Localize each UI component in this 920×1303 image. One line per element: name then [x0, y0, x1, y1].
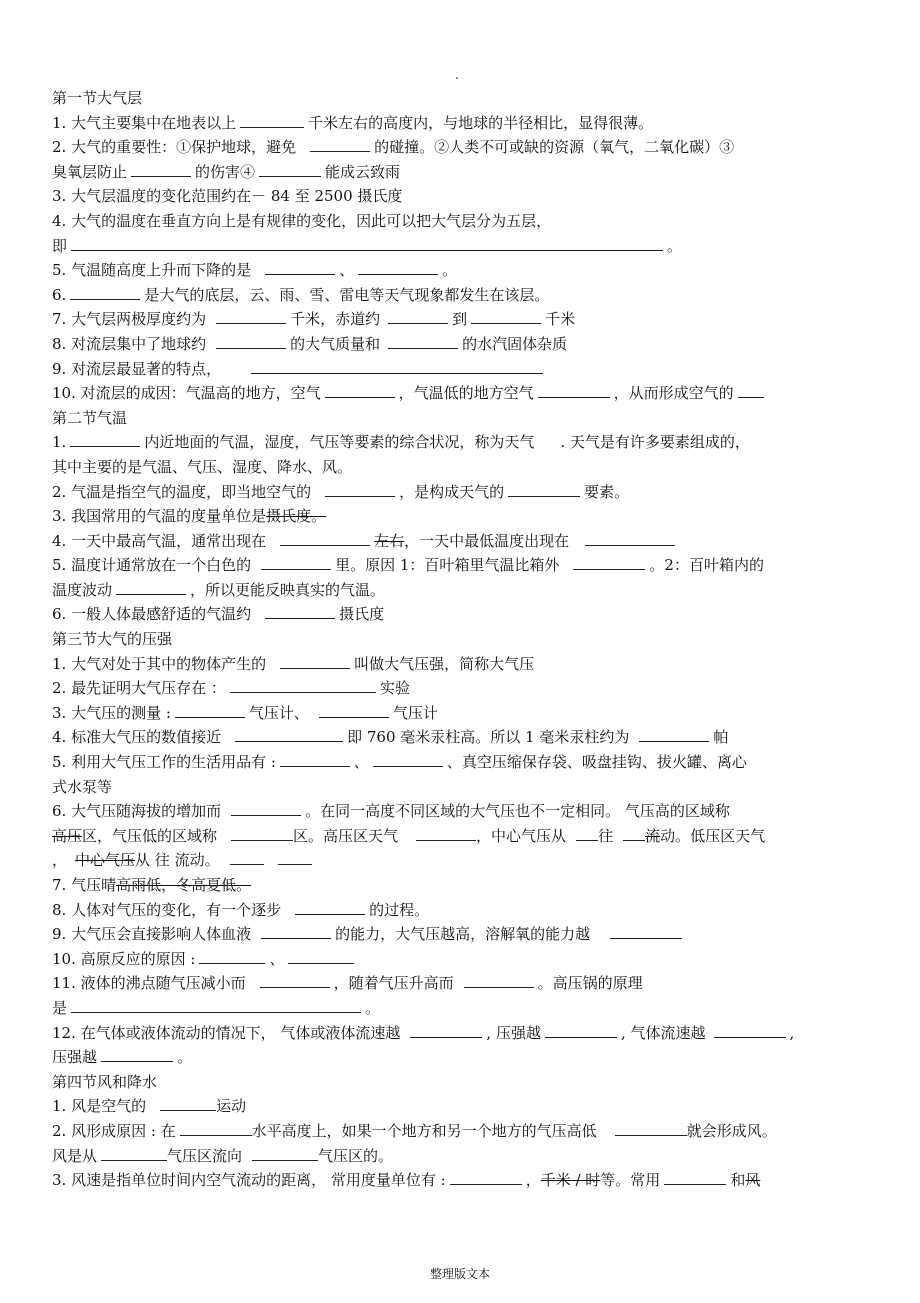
answer-blank[interactable] [714, 1023, 786, 1038]
answer-blank[interactable] [388, 309, 448, 324]
section-title-temperature: 第二节气温 [52, 408, 128, 427]
answer-blank[interactable] [471, 309, 541, 324]
answer-blank[interactable] [131, 162, 191, 177]
s1-q3: 3. 大气层温度的变化范围约在－ 84 至 2500 摄氏度 [52, 187, 403, 206]
s3-q1: 1. 大气对处于其中的物体产生的 叫做大气压强，简称大气压 [52, 654, 535, 673]
answer-blank[interactable] [240, 113, 304, 128]
s4-q2-cont: 风是从 气压区流向 气压区的。 [52, 1146, 394, 1165]
section-title-wind-precipitation: 第四节风和降水 [52, 1072, 158, 1091]
answer-blank[interactable] [585, 531, 675, 546]
s3-q8: 8. 人体对气压的变化，有一个逐步 的过程。 [52, 900, 430, 919]
answer-blank[interactable] [450, 1170, 522, 1185]
answer-blank[interactable] [278, 850, 312, 865]
answer-blank[interactable] [295, 900, 365, 915]
answer-blank[interactable] [358, 260, 438, 275]
answer-blank[interactable] [388, 334, 458, 349]
s3-q12: 12. 在气体或液体流动的情况下， 气体或液体流速越 , 压强越 , 气体流速越 , [52, 1023, 795, 1042]
answer-blank[interactable] [610, 924, 682, 939]
answer-blank[interactable] [251, 359, 543, 374]
s1-q1: 1. 大气主要集中在地表以上 千米左右的高度内，与地球的半径相比，显得很薄。 [52, 113, 654, 132]
s3-q10: 10. 高原反应的原因 : 、 [52, 947, 872, 972]
answer-blank[interactable] [576, 826, 598, 841]
answer-blank[interactable] [410, 1023, 482, 1038]
s1-q2: 2. 大气的重要性：①保护地球，避免 的碰撞。②人类不可或缺的资源（氧气，二氧化碳）③ [52, 138, 735, 157]
section-title-atmosphere: 第一节大气层 [52, 89, 143, 107]
s3-q4: 4. 标准大气压的数值接近 即 760 毫米汞柱高。所以 1 毫米汞柱约为 帕 [52, 728, 729, 747]
s1-q9: 9. 对流层最显著的特点， [52, 357, 872, 382]
answer-blank[interactable] [615, 1121, 687, 1136]
answer-blank[interactable] [639, 727, 709, 742]
s4-q3: 3. 风速是指单位时间内空气流动的距离， 常用度量单位有 : ，千米 / 时等。常用 和风 [52, 1171, 761, 1190]
s2-q1: 1. 内近地面的气温，湿度，气压等要素的综合状况，称为天气 . 天气是有许多要素组成的， [52, 433, 750, 452]
s3-q12-cont: 压强越 。 [52, 1048, 193, 1067]
answer-blank[interactable] [623, 826, 645, 841]
s2-q6: 6. 一般人体最感舒适的气温约 摄氏度 [52, 605, 385, 624]
answer-blank[interactable] [265, 260, 335, 275]
answer-blank[interactable] [216, 334, 286, 349]
s2-q4: 4. 一天中最高气温，通常出现在 左右，一天中最低温度出现在 [52, 529, 872, 554]
answer-blank[interactable] [280, 531, 370, 546]
answer-blank[interactable] [260, 973, 330, 988]
answer-blank[interactable] [325, 383, 395, 398]
answer-blank[interactable] [259, 162, 321, 177]
s3-q3: 3. 大气压的测量 : 气压计、 气压计 [52, 703, 438, 722]
s3-q7: 7. 气压晴高雨低，冬高夏低。 [52, 876, 252, 894]
answer-blank[interactable] [235, 727, 343, 742]
answer-blank[interactable] [545, 1023, 617, 1038]
s3-q9: 9. 大气压会直接影响人体血液 的能力，大气压越高，溶解氧的能力越 [52, 922, 872, 947]
answer-blank[interactable] [180, 1121, 252, 1136]
answer-blank[interactable] [116, 580, 186, 595]
answer-blank[interactable] [175, 703, 245, 718]
answer-blank[interactable] [70, 432, 140, 447]
s4-q1: 1. 风是空气的 运动 [52, 1097, 247, 1116]
answer-blank[interactable] [70, 285, 140, 300]
answer-blank[interactable] [230, 850, 264, 865]
answer-blank[interactable] [101, 1047, 173, 1062]
answer-blank[interactable] [261, 555, 331, 570]
answer-blank[interactable] [538, 383, 610, 398]
s3-q5-cont: 式水泵等 [52, 777, 113, 796]
s1-q2-cont: 臭氧层防止 的伤害④ 能成云致雨 [52, 162, 401, 181]
s2-q5-cont: 温度波动 ，所以更能反映真实的气温。 [52, 580, 386, 599]
section-title-pressure: 第三节大气的压强 [52, 630, 173, 649]
s2-q2: 2. 气温是指空气的温度，即当地空气的 ，是构成天气的 要素。 [52, 482, 630, 501]
answer-blank[interactable] [265, 604, 335, 619]
s1-q8: 8. 对流层集中了地球约 的大气质量和 的水汽固体杂质 [52, 334, 568, 353]
s3-q11-cont: 是 。 [52, 998, 381, 1017]
s1-q10: 10. 对流层的成因：气温高的地方，空气 ，气温低的地方空气 ，从而形成空气的 [52, 381, 872, 406]
answer-blank[interactable] [464, 973, 534, 988]
s3-q6-cont: 高压区，气压低的区域称 区。高压区天气 ，中心气压从 往 流动。低压区天气 [52, 826, 766, 845]
s3-q6: 6. 大气压随海拔的增加而 。在同一高度不同区域的大气压也不一定相同。 气压高的区域称 [52, 802, 730, 821]
answer-blank[interactable] [288, 949, 354, 964]
s2-q5: 5. 温度计通常放在一个白色的 里。原因 1：百叶箱里气温比箱外 。2：百叶箱内的 [52, 556, 764, 575]
top-dot-mark: . [455, 68, 459, 82]
s3-q11: 11. 液体的沸点随气压减小而 ，随着气压升高而 。高压锅的原理 [52, 974, 643, 993]
s2-q3: 3. 我国常用的气温的度量单位是摄氏度。 [52, 507, 327, 526]
s1-q6: 6. 是大气的底层，云、雨、雪、雷电等天气现象都发生在该层。 [52, 285, 550, 304]
answer-blank[interactable] [160, 1096, 216, 1111]
s1-q4: 4. 大气的温度在垂直方向上是有规律的变化，因此可以把大气层分为五层， [52, 211, 552, 230]
answer-blank[interactable] [230, 678, 376, 693]
answer-blank[interactable] [280, 654, 350, 669]
answer-blank[interactable] [101, 1146, 167, 1161]
s1-q5: 5. 气温随高度上升而下降的是 、 。 [52, 261, 458, 280]
answer-blank[interactable] [508, 482, 580, 497]
answer-blank[interactable] [231, 826, 293, 841]
answer-blank[interactable] [280, 752, 350, 767]
answer-blank[interactable] [71, 998, 361, 1013]
s3-q5: 5. 利用大气压工作的生活用品有 : 、 、真空压缩保存袋、吸盘挂钩、拔火罐、离心 [52, 753, 747, 772]
page-footer: 整理版文本 [429, 1267, 490, 1281]
answer-blank[interactable] [325, 482, 395, 497]
answer-blank[interactable] [664, 1170, 726, 1185]
s1-q4-cont: 即 。 [52, 236, 683, 255]
answer-blank[interactable] [199, 949, 265, 964]
answer-blank[interactable] [416, 826, 476, 841]
answer-blank[interactable] [738, 383, 764, 398]
s3-q6-cont2: ， 中心气压从 往 流动。 [52, 848, 872, 873]
answer-blank[interactable] [252, 1146, 318, 1161]
answer-blank[interactable] [216, 309, 286, 324]
answer-blank[interactable] [310, 137, 370, 152]
s3-q2: 2. 最先证明大气压存在 ： 实验 [52, 679, 410, 698]
answer-blank[interactable] [373, 752, 443, 767]
s4-q2: 2. 风形成原因 : 在 水平高度上，如果一个地方和另一个地方的气压高低 就会形成风。 [52, 1121, 777, 1140]
answer-blank[interactable] [573, 555, 645, 570]
answer-blank[interactable] [71, 236, 663, 251]
answer-blank[interactable] [231, 801, 301, 816]
answer-blank[interactable] [319, 703, 389, 718]
s2-q1-cont: 其中主要的是气温、气压、湿度、降水、风。 [52, 457, 353, 476]
worksheet-body [52, 86, 872, 1193]
s1-q7: 7. 大气层两极厚度约为 千米，赤道约 到 千米 [52, 310, 576, 329]
answer-blank[interactable] [261, 924, 331, 939]
